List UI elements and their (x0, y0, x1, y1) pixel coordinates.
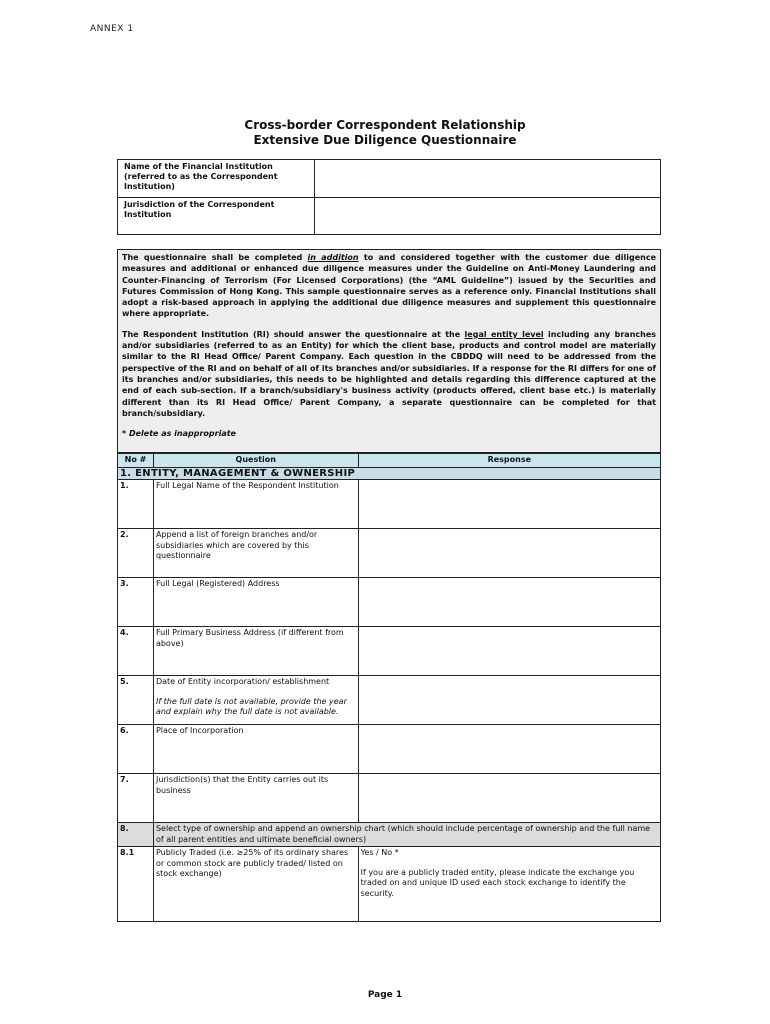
response-instructions: If you are a publicly traded entity, please indicate the exchange you traded on and unique ID used each stock exchange to identify the security. (360, 867, 635, 898)
instructions-p2-end: including any branches and/or subsidiaries (referred to as an Entity) for which the client base, products and control model are materially similar to the RI Head Office/ Parent Company. Each question in the CBDDQ will need to be addressed from the perspective of the RI and on behalf of all of its branches and/or subsidiaries. If a response for the RI differs for one of its branches and/or subsidiaries, this needs to be highlighted and details regarding this difference captured at the end of each sub-section. If a branch/subsidiary's business activity (products offered, client base etc.) is materially different than its RI Head Office/ Parent Company, a separate questionnaire can be completed for that branch/subsidiary. (122, 329, 657, 418)
response-field[interactable] (358, 847, 660, 922)
instructions-p2-emphasis: legal entity level (464, 329, 544, 339)
section-1-heading: 1. ENTITY, MANAGEMENT & OWNERSHIP (118, 468, 661, 480)
question-text-main: Date of Entity incorporation/ establishment (155, 677, 330, 686)
question-number: 5. (118, 676, 154, 725)
question-text: Publicly Traded (i.e. ≥25% of its ordinary shares or common stock are publicly traded/ listed on stock exchange) (153, 847, 358, 922)
response-field[interactable] (358, 529, 660, 578)
institution-info-table (117, 159, 661, 235)
institution-jurisdiction-field[interactable] (315, 198, 661, 235)
table-row (118, 676, 661, 725)
question-note: If the full date is not available, provide the year and explain why the full date is not available. (155, 696, 347, 716)
document-subtitle: Extensive Due Diligence Questionnaire (253, 133, 517, 147)
instructions-p1-emphasis: in addition (307, 253, 359, 262)
questionnaire-table (117, 453, 661, 922)
question-text-main: Append a list of foreign branches and/or subsidiaries which are covered by this questionnaire (155, 530, 318, 560)
instructions-p1-start: The questionnaire shall be completed (122, 253, 308, 262)
institution-name-label: Name of the Financial Institution (referred to as the Correspondent Institution) (118, 160, 315, 198)
question-number: 8. (118, 823, 154, 847)
question-text: Select type of ownership and append an ownership chart (which should include percentage of ownership and the full name of all parent entities and ultimate beneficial owners) (153, 823, 660, 847)
delete-note: * Delete as inappropriate (122, 429, 236, 439)
response-field[interactable] (358, 627, 660, 676)
table-row (118, 774, 661, 823)
instructions-p1-end: to and considered together with the customer due diligence measures and additional or enhanced due diligence measures under the Guideline on Anti-Money Laundering and Counter-Financing of Terrorism (For Licensed Corporations) (the “AML Guideline”) issued by the Securities and Futures Commission of Hong Kong. This sample questionnaire serves as a reference only. Financial Institutions shall adopt a risk-based approach in applying the additional due diligence measures and supplement this questionnaire where appropriate. (122, 253, 656, 319)
table-row (118, 480, 661, 529)
yes-no-option[interactable]: Yes / No * (360, 848, 399, 857)
question-text-main: Place of Incorporation (155, 726, 244, 735)
question-number: 2. (118, 529, 154, 578)
table-row (118, 725, 661, 774)
question-text-main: Jurisdiction(s) that the Entity carries out its business (155, 775, 329, 795)
instructions-box (117, 249, 661, 453)
table-row (118, 578, 661, 627)
question-text-main: Full Legal (Registered) Address (155, 579, 280, 588)
question-number: 6. (118, 725, 154, 774)
section-heading-row (118, 468, 661, 480)
question-number: 3. (118, 578, 154, 627)
table-row (118, 529, 661, 578)
institution-name-field[interactable] (315, 160, 661, 198)
question-text-main: Full Primary Business Address (if different from above) (155, 628, 344, 648)
response-field[interactable] (358, 725, 660, 774)
question-text (153, 725, 358, 774)
question-text-main: Full Legal Name of the Respondent Institution (155, 481, 339, 490)
col-response-header: Response (358, 454, 660, 468)
annex-label: ANNEX 1 (90, 24, 134, 34)
response-field[interactable] (358, 676, 660, 725)
question-text (153, 774, 358, 823)
table-header-row (118, 454, 661, 468)
question-number: 4. (118, 627, 154, 676)
response-field[interactable] (358, 480, 660, 529)
question-text (153, 578, 358, 627)
response-field[interactable] (358, 578, 660, 627)
question-number: 7. (118, 774, 154, 823)
response-field[interactable] (358, 774, 660, 823)
question-text (153, 627, 358, 676)
question-number: 8.1 (118, 847, 154, 922)
table-row (118, 823, 661, 847)
table-row (118, 847, 661, 922)
instructions-paragraph-1 (122, 252, 656, 320)
document-title: Cross-border Correspondent Relationship (244, 118, 526, 132)
instructions-paragraph-2 (122, 329, 656, 419)
col-question-header: Question (153, 454, 358, 468)
instructions-p2-start: The Respondent Institution (RI) should answer the questionnaire at the (122, 329, 465, 339)
question-number: 1. (118, 480, 154, 529)
table-row (118, 627, 661, 676)
question-text (153, 480, 358, 529)
page-number: Page 1 (367, 990, 403, 1000)
institution-jurisdiction-label: Jurisdiction of the Correspondent Institution (118, 198, 315, 235)
col-no-header: No # (118, 454, 154, 468)
question-text (153, 676, 358, 725)
question-text (153, 529, 358, 578)
